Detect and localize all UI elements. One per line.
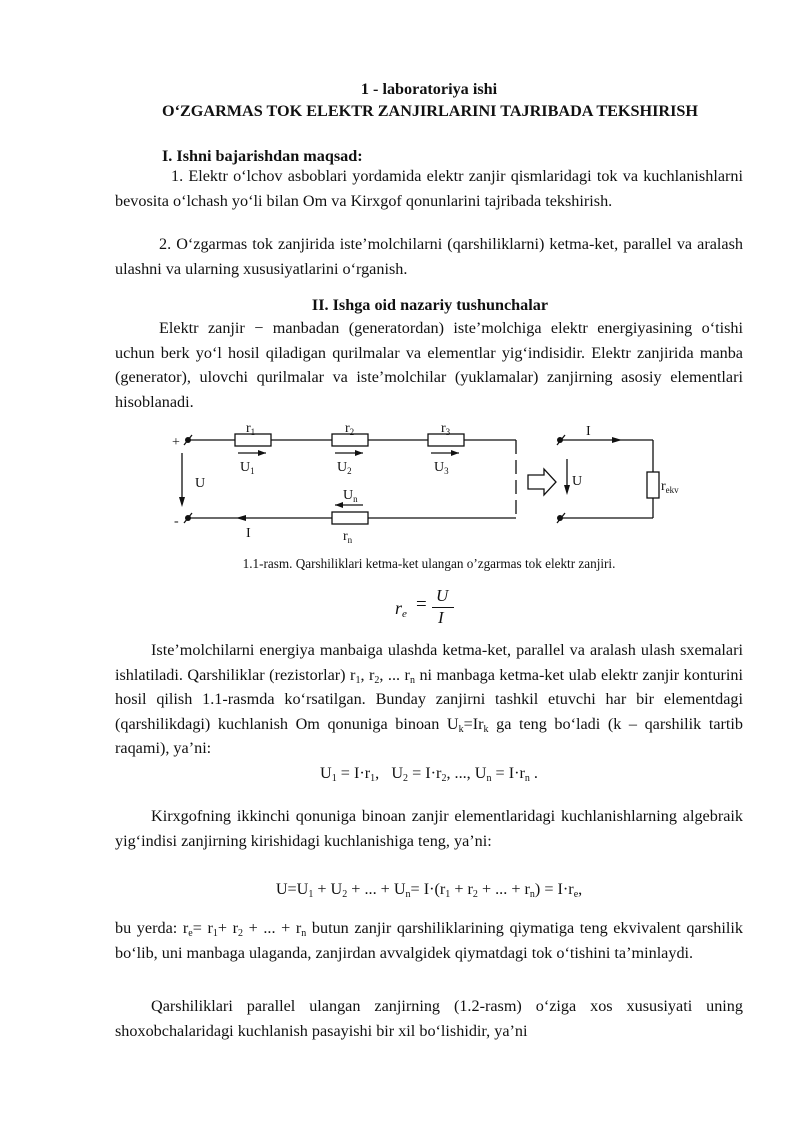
- svg-text:rn: $r_n$: [343, 529, 353, 545]
- document-title: O‘ZGARMAS TOK ELEKTR ZANJIRLARINI TAJRIBADA TEKSHIRISH: [162, 102, 698, 120]
- svg-text:r3: $r_3$: [441, 421, 451, 437]
- section-2-paragraph-1: Elektr zanjir − manbadan (generatordan) iste’molchiga elektr energiyasining o‘tishi uchun berk yo‘l hosil qiladigan qurilmalar va elementlar yig‘indisidir. Elektr zanjirida manba (generator), ulovchi qurilmalar va iste’molchilar (yuklamalar) zanjirning asosiy elementlari hisoblanadi.: [115, 319, 743, 411]
- svg-text:r1: $r_1$: [246, 421, 256, 437]
- section-2-heading: II. Ishga oid nazariy tushunchalar: [311, 296, 549, 314]
- svg-text:Un: $U_n$: [343, 488, 358, 504]
- svg-text:U2: $U_2$: [337, 460, 352, 476]
- svg-text:rekv: $r_{ekv}$: [661, 479, 679, 495]
- section-1-heading: I. Ishni bajarishdan maqsad:: [162, 147, 363, 165]
- current-I-bottom-label: I: [246, 526, 251, 541]
- formula-equivalent-resistance: $r_e$ = U I: [395, 586, 475, 626]
- lab-number: 1 - laboratoriya ishi: [360, 80, 498, 98]
- paragraph-kirchhoff: Kirxgofning ikkinchi qonuniga binoan zanjir elementlaridagi kuchlanishlarning algebraik yig‘indisi zanjirning kirishidagi kuchlanishiga teng, ya’ni:: [115, 807, 743, 850]
- series-circuit-diagram: [160, 415, 700, 550]
- resistor-rn: [332, 512, 368, 524]
- svg-text:U3: $U_3$: [434, 460, 449, 476]
- paragraph-equivalent-resistance: bu yerda: $r_e= r_1+ r_2$ + ... + $r_n$ butun zanjir qarshiliklarining qiymatiga teng ekvivalent qarshilik bo‘lib, uni manbaga ulaganda, zanjirdan avvalgidek qiymatdagi tok o‘tishini ta’minlaydi.: [115, 919, 743, 962]
- voltage-U-label: U: [195, 476, 206, 491]
- figure-caption: 1.1-rasm. Qarshiliklari ketma-ket ulangan o’zgarmas tok elektr zanjiri.: [242, 556, 616, 571]
- svg-text:U1: $U_1$: [240, 460, 255, 476]
- section-1-paragraph-2: 2. O‘zgarmas tok zanjirida iste’molchilarni (qarshiliklarni) ketma-ket, parallel va aralash ulashni va ularning xususiyatlarini o‘rganish.: [115, 235, 743, 278]
- formula-ohm-law-elements: $U_1 = I\cdot r_1$, $U_2 = I\cdot r_2$, ..., $U_n = I\cdot r_n$ .: [320, 764, 538, 784]
- paragraph-parallel-connection: Qarshiliklari parallel ulangan zanjirning (1.2-rasm) o‘ziga xos xususiyati uning shoxobchalaridagi kuchlanish pasayishi bir xil bo‘lishidir, ya’ni: [115, 997, 743, 1040]
- formula-kirchhoff-sum: $U=U_1 + U_2$ + ... + $U_n= I\cdot(r_1 + r_2$ + ... + $r_n) = I\cdot r_e$,: [275, 880, 583, 900]
- resistor-rekv: [647, 472, 659, 498]
- svg-text:r2: $r_2$: [345, 421, 355, 437]
- terminal-plus-label: +: [172, 435, 180, 450]
- terminal-minus-label: -: [174, 514, 179, 529]
- current-I-top-label: I: [586, 424, 591, 439]
- paragraph-connection-types: Iste’molchilarni energiya manbaiga ulashda ketma-ket, parallel va aralash ulash sxemalari ishlatiladi. Qarshiliklar (rezistorlar) $r_1$, $r_2$, ... $r_n$ ni manbaga ketma-ket ulab elektr zanjir konturini hosil qilish 1.1-rasmda ko‘rsatilgan. Bunday zanjirni tashkil etuvchi har bir elementdagi (qarshilikdagi) kuchlanish Om qonuniga binoan $U_k=Ir_k$ ga teng bo‘ladi (k – qarshilik tartib raqami), ya’ni:: [115, 641, 744, 757]
- voltage-U-equivalent-label: U: [572, 474, 583, 489]
- section-1-paragraph-1: 1. Elektr o‘lchov asboblari yordamida elektr zanjir qismlaridagi tok va kuchlanishlarni bevosita o‘lchash yo‘li bilan Om va Kirxgof qonunlarini tajribada tekshirish.: [115, 167, 743, 210]
